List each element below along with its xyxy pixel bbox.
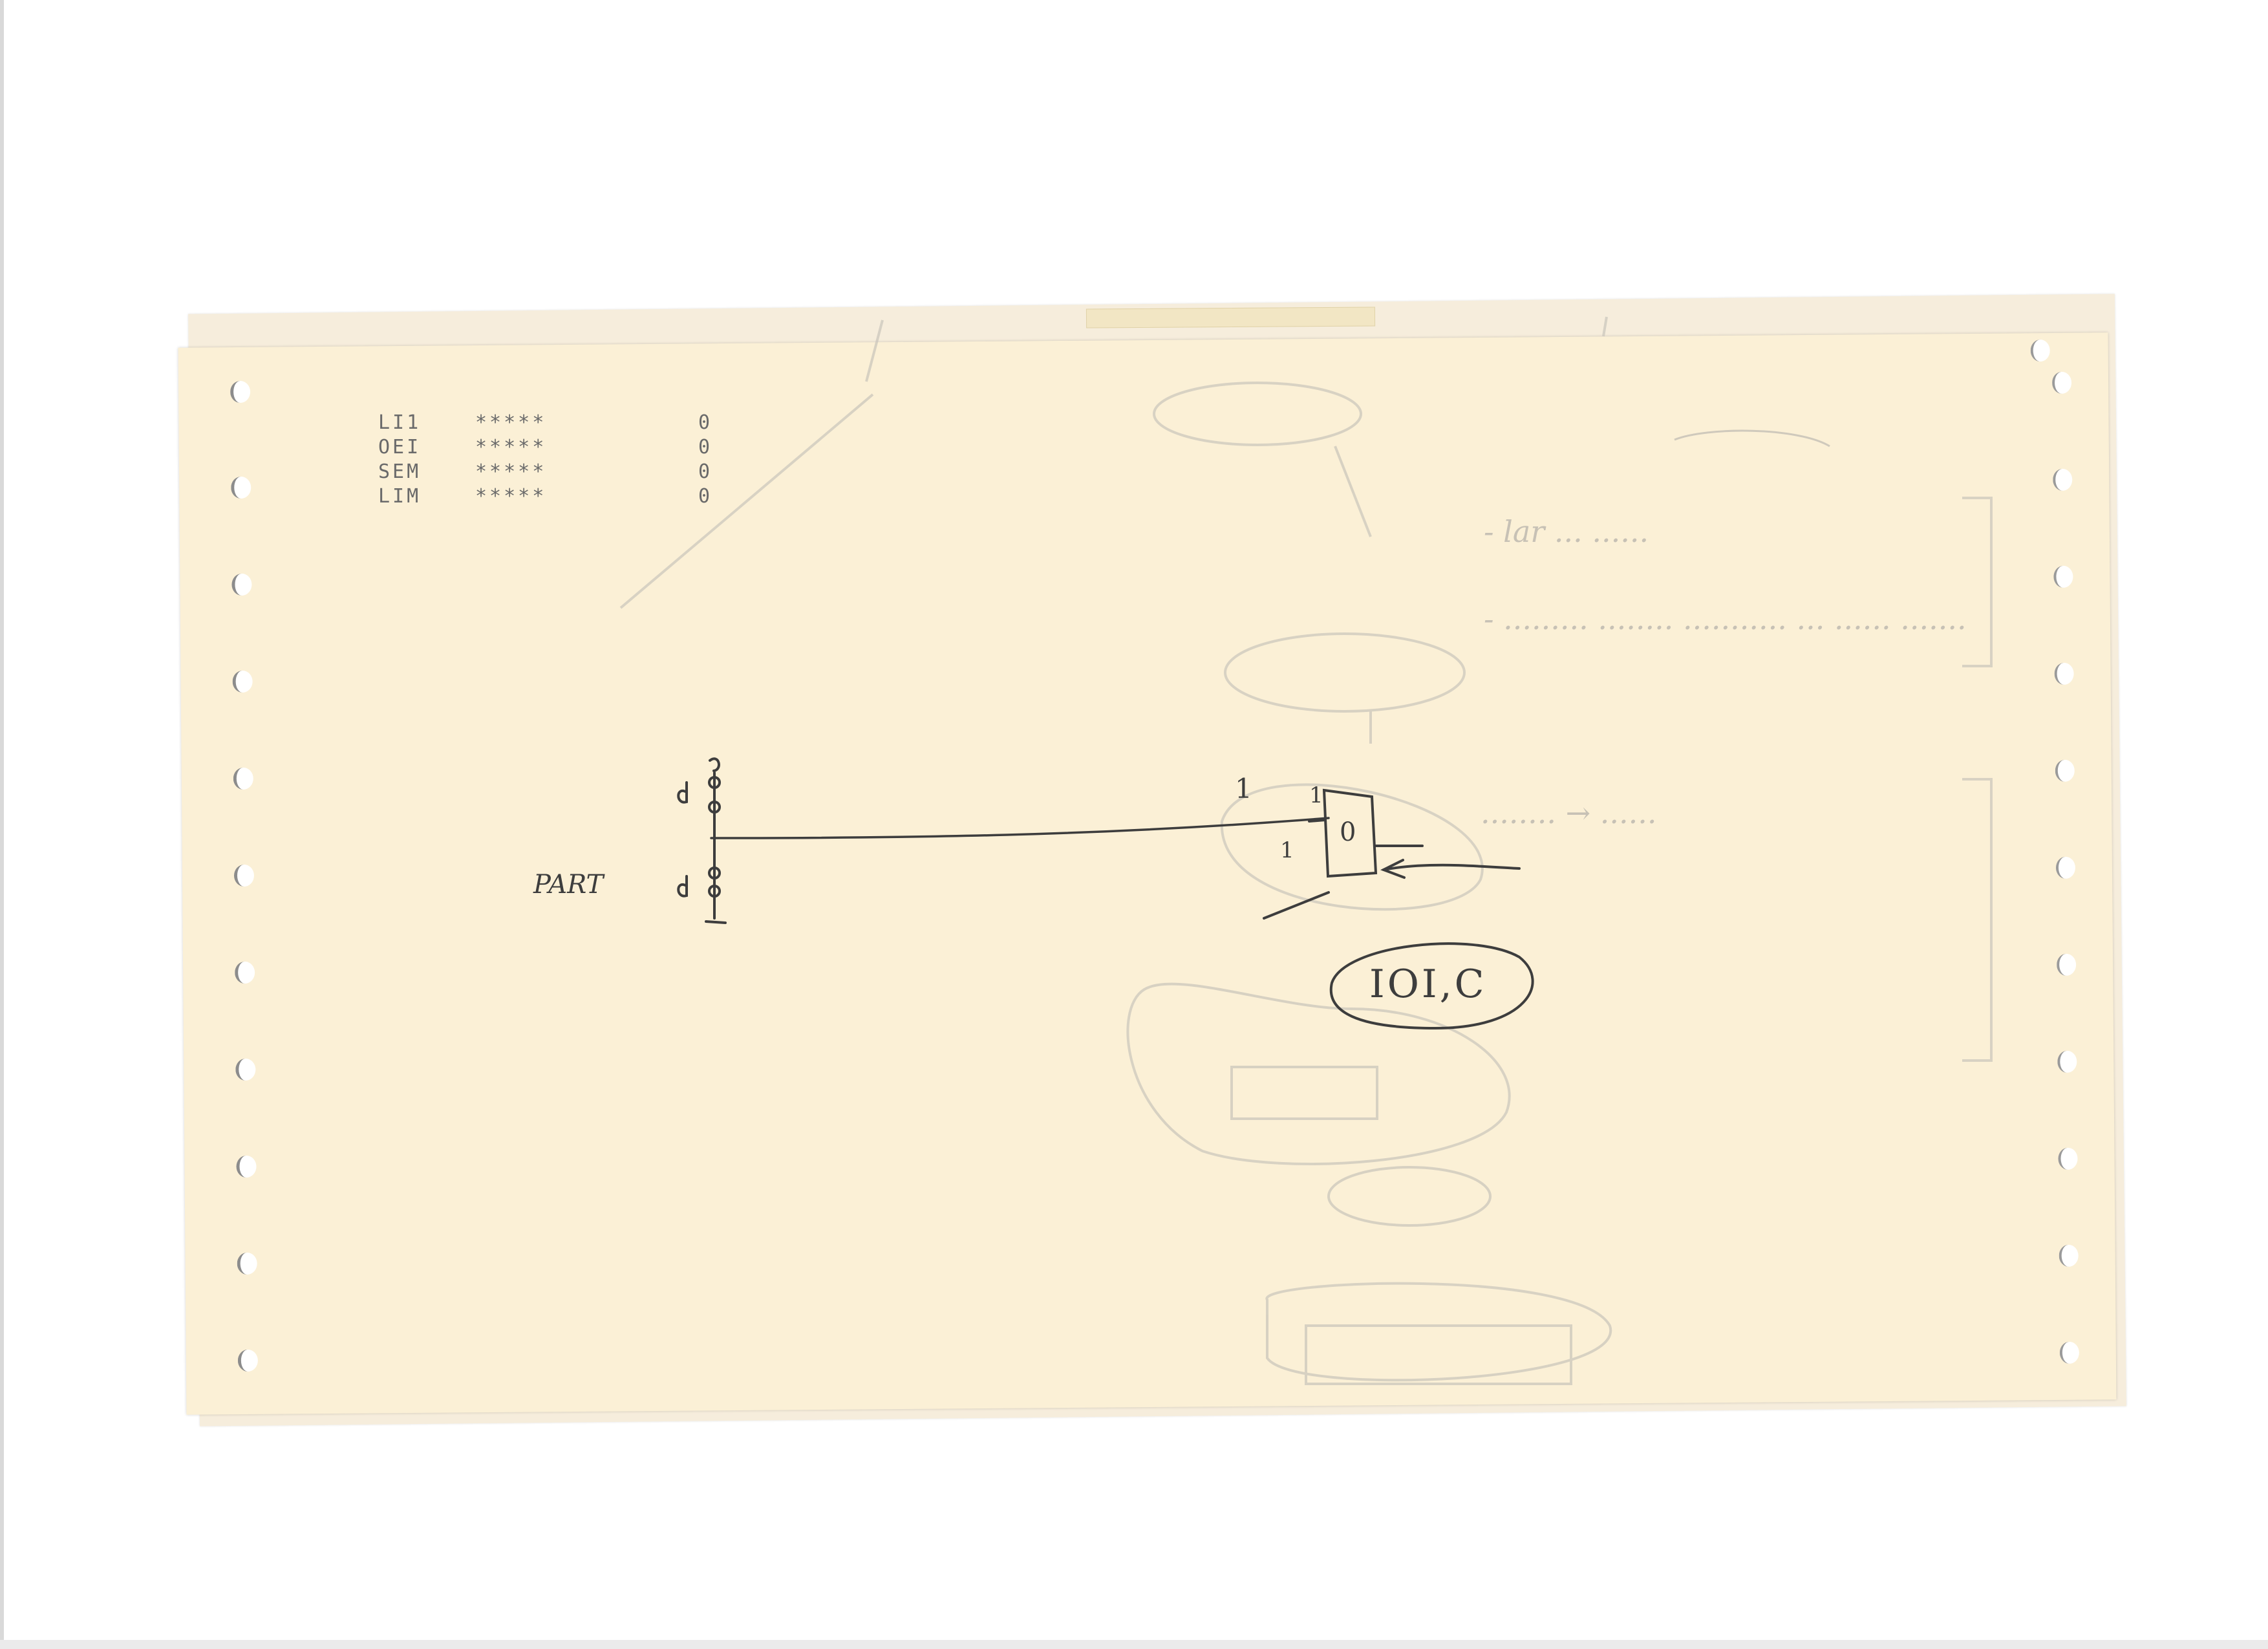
printout-code: LI1 bbox=[378, 411, 422, 434]
printout-stars: ***** bbox=[475, 436, 547, 458]
part-label: PART bbox=[533, 870, 604, 900]
lower-input-label: 1 bbox=[1280, 837, 1294, 863]
box-input bbox=[1309, 820, 1325, 821]
printout-code: SEM bbox=[378, 460, 422, 483]
printout-value: 0 bbox=[698, 436, 713, 458]
contact-mark bbox=[706, 921, 725, 923]
ghost-text: ........ → ...... bbox=[1481, 795, 1657, 830]
contact-mark bbox=[710, 759, 719, 771]
main-wire bbox=[711, 818, 1329, 838]
return-line bbox=[1384, 865, 1519, 870]
printout-value: 0 bbox=[698, 485, 713, 508]
lead-line bbox=[1264, 892, 1329, 918]
ghost-text: - ......... ........ ........... ... ...... ....... bbox=[1484, 601, 1967, 636]
ellipse-label: IOI,C bbox=[1369, 962, 1487, 1007]
printout-code: OEI bbox=[378, 436, 422, 458]
printout-stars: ***** bbox=[475, 460, 547, 483]
contact-mark bbox=[678, 782, 687, 803]
box-input-label: 1 bbox=[1309, 782, 1323, 808]
printout-stars: ***** bbox=[475, 485, 547, 508]
wire-label: 1 bbox=[1235, 773, 1252, 804]
contact-mark bbox=[678, 876, 687, 896]
printout-value: 0 bbox=[698, 411, 713, 434]
box-label: 0 bbox=[1340, 817, 1356, 847]
ghost-text: - lar ... ...... bbox=[1484, 514, 1649, 549]
printout-value: 0 bbox=[698, 460, 713, 483]
printout-code: LIM bbox=[378, 485, 422, 508]
printout-stars: ***** bbox=[475, 411, 547, 434]
